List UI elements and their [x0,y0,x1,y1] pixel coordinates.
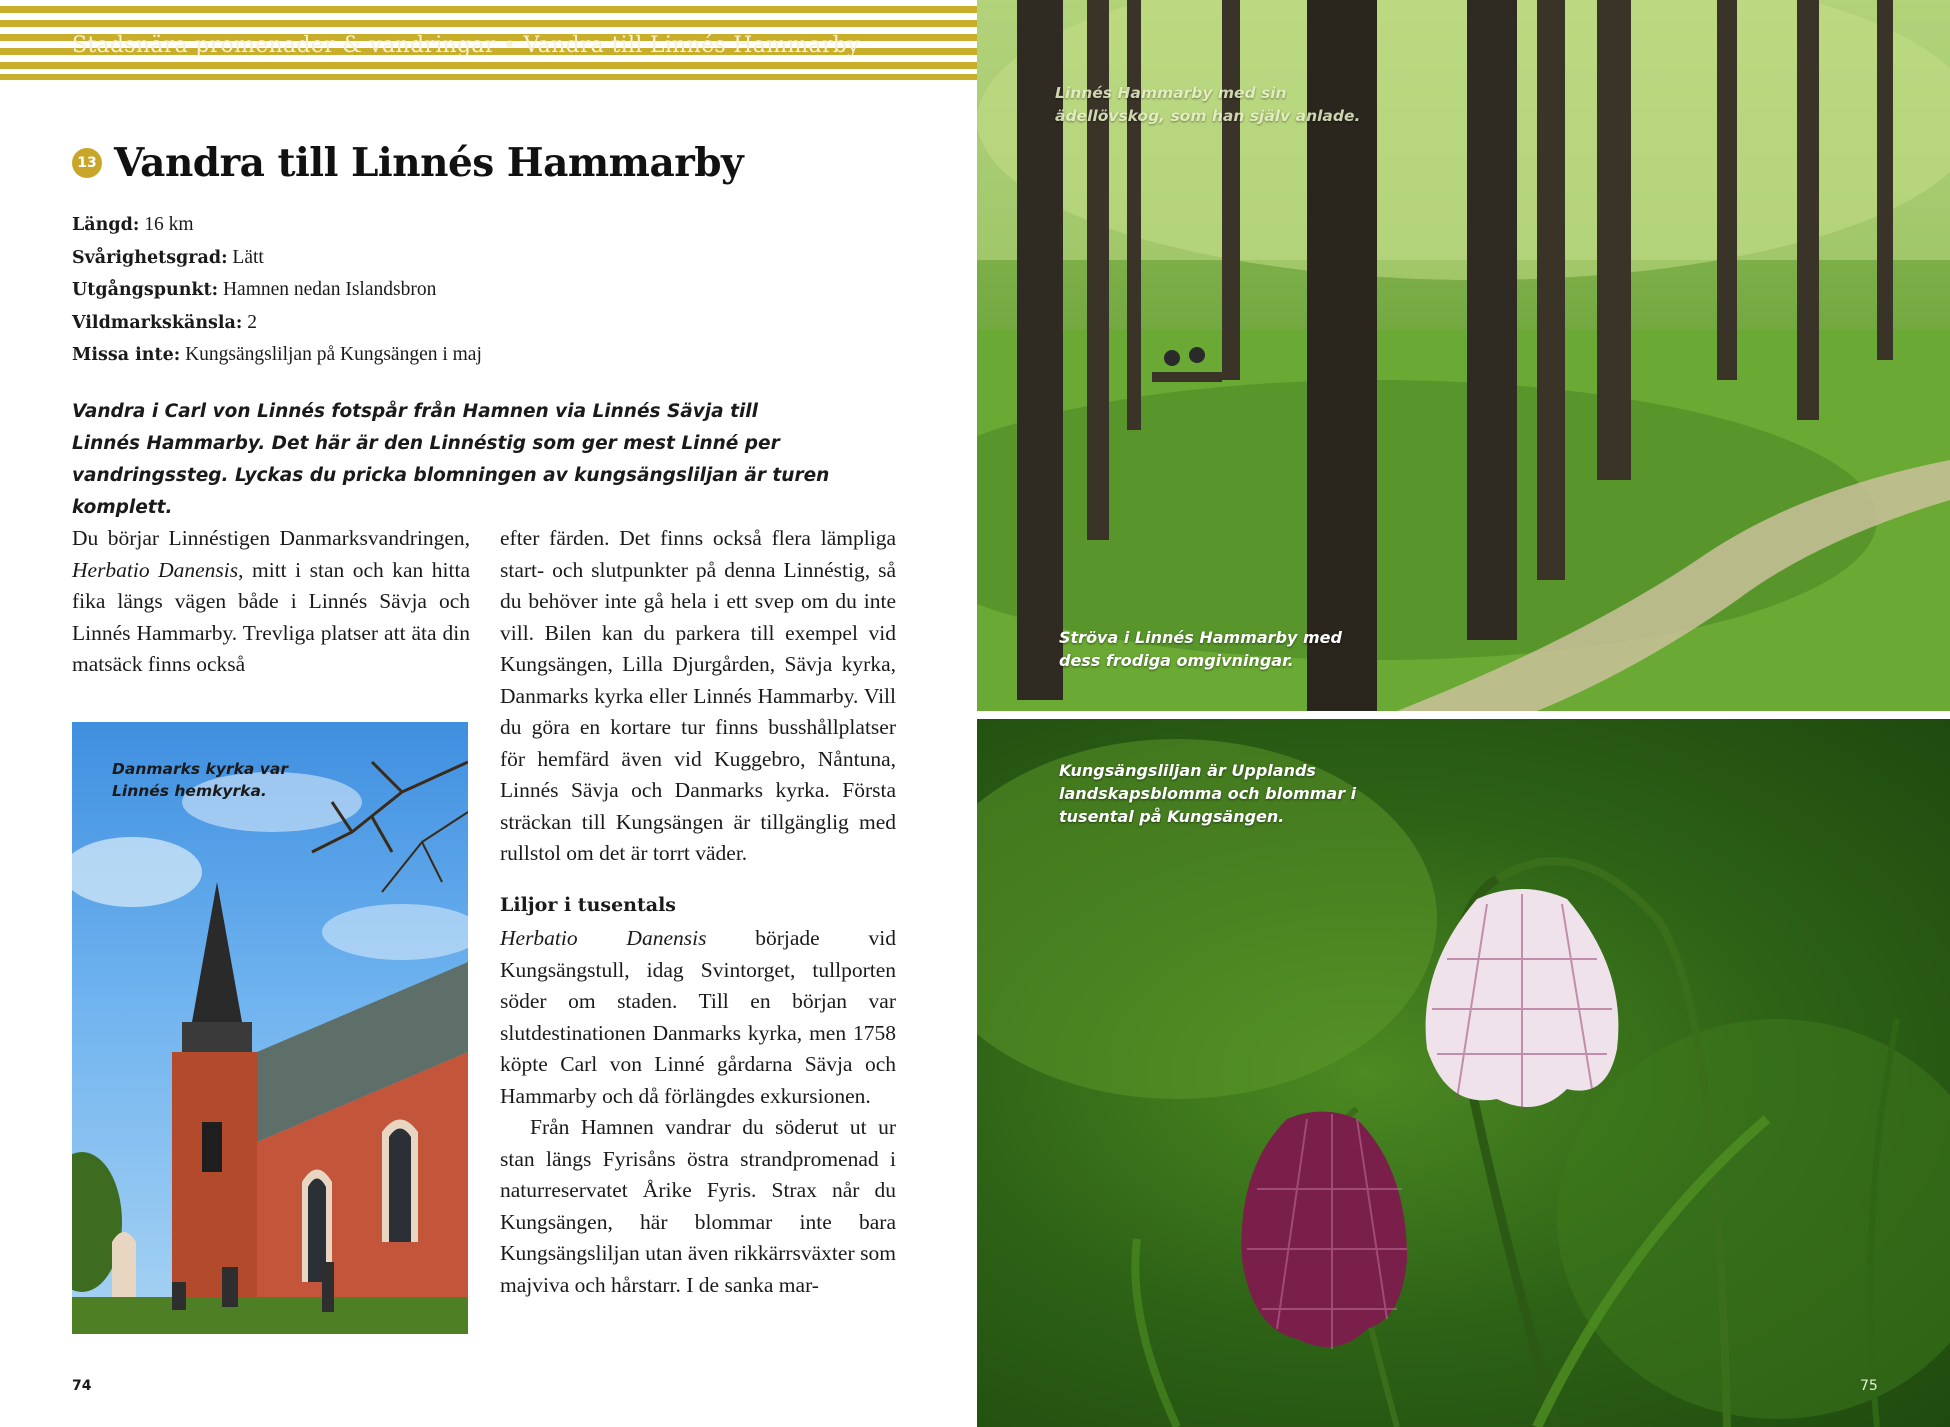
church-caption: Danmarks kyrka var Linnés hemkyrka. [112,760,288,800]
route-number-badge: 13 [72,148,102,178]
body-column-left: Du börjar Linnéstigen Danmarksvandringen, Herbatio Danensis, mitt i stan och kan hitta fika längs vägen både i Linnés Sävja och Linnés Hammarby. Trevliga platser att äta din matsäck finns också [72,526,470,676]
intro-paragraph: Vandra i Carl von Linnés fotspår från Hamnen via Linnés Sävja till Linnés Hammarby. Det här är den Linnéstig som ger mest Linné per vandringssteg. Lyckas du pricka blomningen av kungsängsliljan är turen komplett. [72,401,830,518]
flower-photo [977,719,1950,1427]
header-stripe [0,20,977,27]
fact-start: Utgångspunkt: Hamnen nedan Islandsbron [72,279,437,300]
header-stripe [0,6,977,13]
running-header [0,0,977,82]
right-paragraph-2: Herbatio Danensis började vid Kungsängstull, idag Svintorget, tullporten söder om staden. Till en början var slutdestinationen Danmarks kyrka, men 1758 köpte Carl von Linné gårdarna Sävja och Hammarby och då förlängdes exkursionen. [500,926,896,1108]
page-number-right: 75 [1860,1378,1878,1394]
section-heading: Liljor i tusentals [500,893,676,916]
fact-wilderness: Vildmarkskänsla: 2 [72,311,257,333]
fact-dont-miss: Missa inte: Kungsängsliljan på Kungsängen i maj [72,344,482,365]
header-stripe [0,74,977,80]
forest-photo [977,0,1950,711]
church-illustration [72,722,468,1334]
church-photo [72,722,468,1334]
page-title: Vandra till Linnés Hammarby [114,140,744,186]
right-paragraph-1: efter färden. Det finns också flera lämpliga start- och slutpunkter på denna Linnéstig, så du behöver inte gå hela i ett svep om du inte vill. Bilen kan du parkera till exempel vid Kungsängen, Lilla Djurgården, Sävja kyrka, Danmarks kyrka eller Linnés Hammarby. Vill du göra en kortare tur finns busshållplatser för hemfärd även vid Kuggebro, Nåntuna, Linnés Sävja och Danmarks kyrka. Första sträckan till Kungsängen är tillgänglig med rullstol om det är torrt väder. [500,526,896,865]
fact-difficulty: Svårighetsgrad: Lätt [72,246,264,268]
fact-length: Längd: 16 km [72,214,194,235]
title-row [72,140,743,186]
page-number-left: 74 [72,1378,92,1394]
running-title: Stadsnära promenader & vandringar • Vandra till Linnés Hammarby [72,33,860,58]
flower-caption: Kungsängsliljan är Upplands landskapsblomma och blommar i tusental på Kungsängen. [1059,761,1357,826]
header-stripe [0,62,977,69]
forest-top-caption: Linnés Hammarby med sin ädellövskog, som han själv anlade. [1055,84,1361,125]
forest-caption: Ströva i Linnés Hammarby med dess frodiga omgivningar. [1059,628,1342,670]
route-facts [72,209,482,372]
body-column-right [500,523,896,1301]
right-paragraph-3: Från Hamnen vandrar du söderut ut ur stan längs Fyrisåns östra strandpromenad i naturreservatet Årike Fyris. Strax når du Kungsängen, här blommar inte bara Kungsängsliljan utan även rikkärrsväxter som majviva och hårstarr. I de sanka mar- [500,1115,896,1297]
